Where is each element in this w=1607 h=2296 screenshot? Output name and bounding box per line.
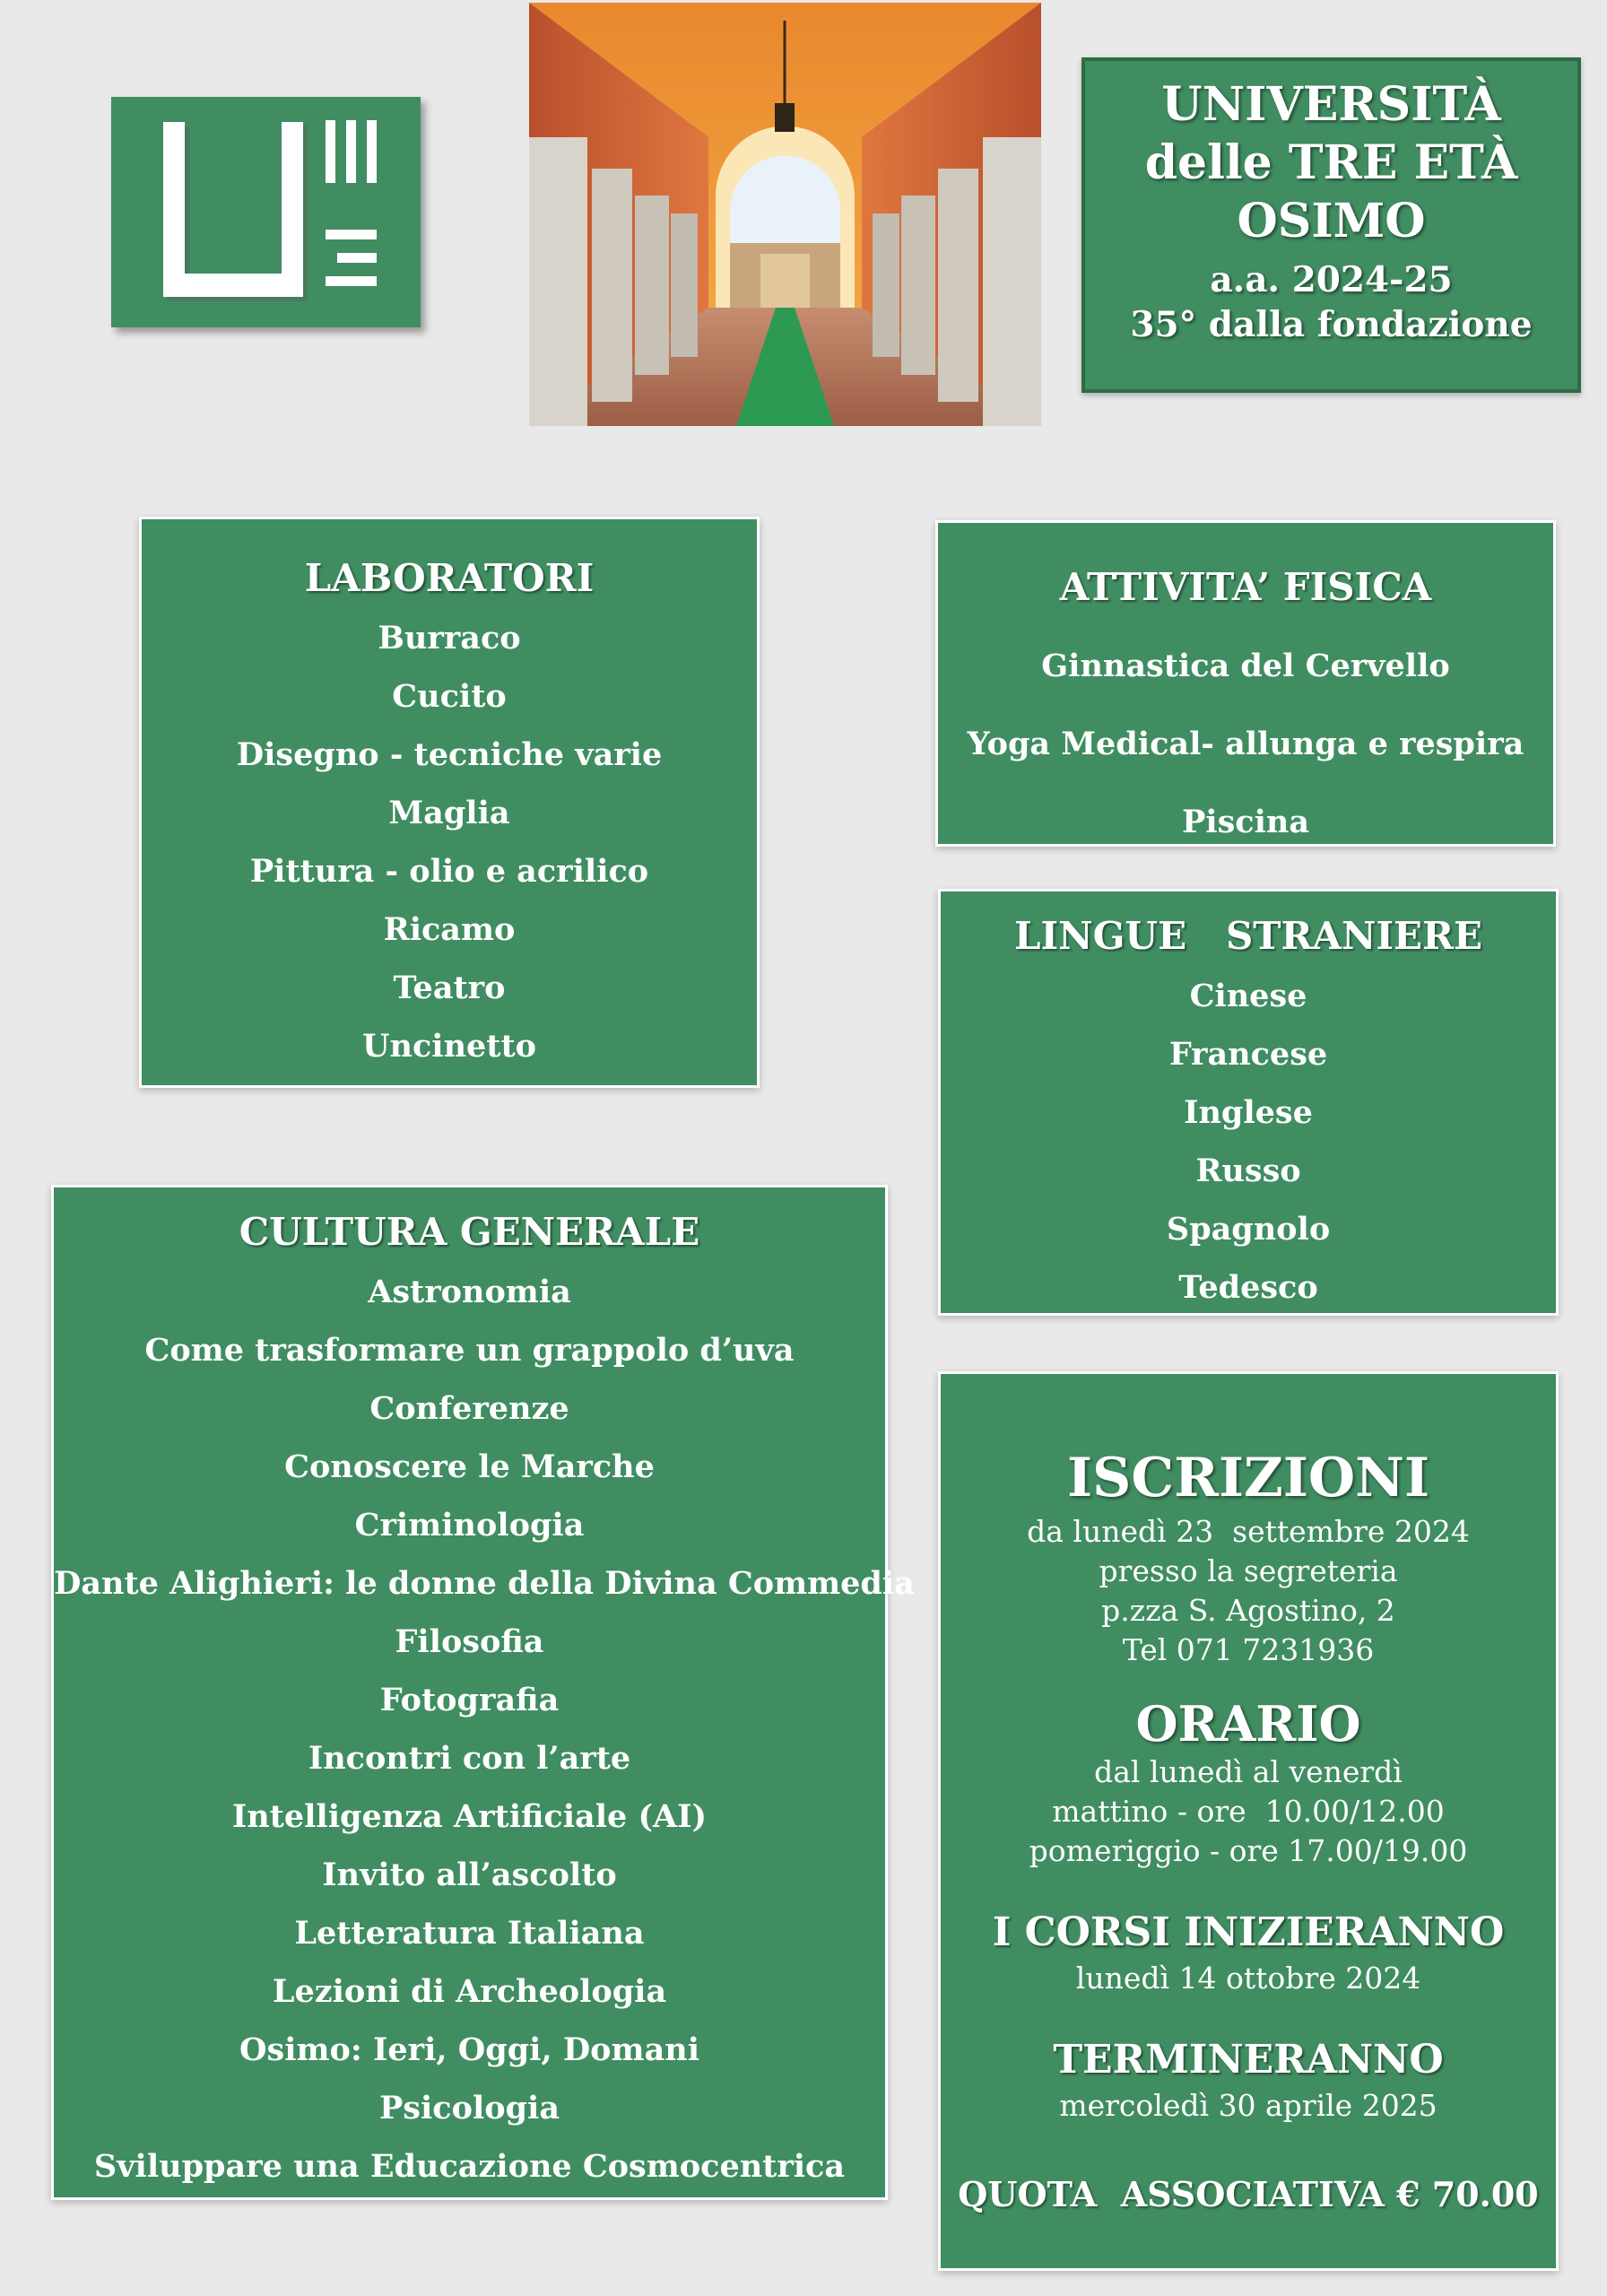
list-item: Inglese: [1184, 1094, 1313, 1131]
list-item: Uncinetto: [362, 1028, 536, 1065]
list-item: Letteratura Italiana: [294, 1915, 645, 1952]
orario-afternoon: pomeriggio - ore 17.00/19.00: [1029, 1833, 1468, 1868]
list-item: Fotografia: [379, 1682, 560, 1718]
fine-date: mercoledì 30 aprile 2025: [1059, 2088, 1438, 2123]
cultura-generale-panel: [51, 1185, 915, 2200]
list-item: Dante Alighieri: le donne della Divina Commedia: [54, 1565, 915, 1602]
institution-line-2: delle TRE ETÀ: [1144, 135, 1518, 190]
orario-title: ORARIO: [1135, 1695, 1361, 1752]
orario-morning: mattino - ore 10.00/12.00: [1052, 1794, 1445, 1829]
laboratori-list: [142, 609, 757, 1075]
list-item: Disegno - tecniche varie: [236, 736, 663, 773]
iscrizioni-location: presso la segreteria: [1099, 1553, 1398, 1588]
list-item: Piscina: [1181, 804, 1310, 840]
list-item: Burraco: [378, 620, 521, 657]
cultura-title: CULTURA GENERALE: [239, 1210, 700, 1254]
list-item: Cucito: [392, 678, 507, 715]
list-item: Psicologia: [378, 2090, 560, 2126]
list-item: Tedesco: [1178, 1269, 1318, 1306]
laboratori-panel: [139, 517, 760, 1088]
institution-line-1: UNIVERSITÀ: [1161, 77, 1501, 132]
logo-graphic: [111, 97, 421, 327]
palazzo-arcade-photo: [529, 3, 1041, 426]
list-item: Criminologia: [354, 1507, 585, 1544]
list-item: Pittura - olio e acrilico: [249, 853, 649, 890]
list-item: Conferenze: [369, 1390, 569, 1427]
inizio-title: I CORSI INIZIERANNO: [992, 1909, 1505, 1955]
attivita-fisica-title: ATTIVITA’ FISICA: [1059, 565, 1432, 609]
attivita-fisica-list: [938, 627, 1553, 861]
list-item: Ricamo: [383, 911, 516, 948]
list-item: Yoga Medical- allunga e respira: [967, 726, 1524, 762]
list-item: Cinese: [1189, 978, 1307, 1014]
list-item: Russo: [1195, 1152, 1301, 1189]
ute-logo-icon: [111, 97, 421, 327]
list-item: Spagnolo: [1166, 1211, 1331, 1248]
list-item: Teatro: [393, 970, 506, 1006]
lingue-straniere-panel: [938, 889, 1559, 1316]
laboratori-title: LABORATORI: [304, 556, 595, 600]
attivita-fisica-panel: [935, 520, 1556, 847]
academic-year: a.a. 2024-25: [1210, 259, 1453, 300]
list-item: Sviluppare una Educazione Cosmocentrica: [93, 2148, 846, 2185]
list-item: Incontri con l’arte: [308, 1740, 631, 1777]
orario-days: dal lunedì al venerdì: [1094, 1754, 1403, 1789]
iscrizioni-phone: Tel 071 7231936: [1122, 1632, 1375, 1667]
list-item: Come trasformare un grappolo d’uva: [144, 1332, 795, 1369]
list-item: Osimo: Ieri, Oggi, Domani: [239, 2031, 699, 2068]
inizio-date: lunedì 14 ottobre 2024: [1075, 1961, 1421, 1996]
fine-title: TERMINERANNO: [1053, 2037, 1444, 2083]
list-item: Filosofia: [395, 1623, 544, 1660]
iscrizioni-title: ISCRIZIONI: [1066, 1447, 1430, 1509]
list-item: Invito all’ascolto: [322, 1857, 617, 1893]
iscrizioni-date: da lunedì 23 settembre 2024: [1027, 1514, 1470, 1549]
list-item: Francese: [1168, 1036, 1328, 1073]
iscrizioni-panel: [938, 1371, 1559, 2271]
iscrizioni-address: p.zza S. Agostino, 2: [1101, 1593, 1395, 1628]
list-item: Lezioni di Archeologia: [272, 1973, 667, 2010]
list-item: Astronomia: [368, 1274, 571, 1310]
list-item: Ginnastica del Cervello: [1041, 648, 1450, 684]
lingue-title: LINGUE STRANIERE: [1014, 914, 1482, 958]
lingue-list: [941, 967, 1556, 1317]
institution-line-3: OSIMO: [1237, 194, 1426, 248]
anniversary: 35° dalla fondazione: [1130, 304, 1533, 345]
list-item: Intelligenza Artificiale (AI): [231, 1798, 708, 1835]
title-box: [1081, 57, 1581, 393]
list-item: Maglia: [388, 795, 510, 831]
list-item: Conoscere le Marche: [284, 1448, 655, 1485]
cultura-list: [54, 1263, 915, 2196]
quota-associativa: QUOTA ASSOCIATIVA € 70.00: [958, 2174, 1539, 2214]
